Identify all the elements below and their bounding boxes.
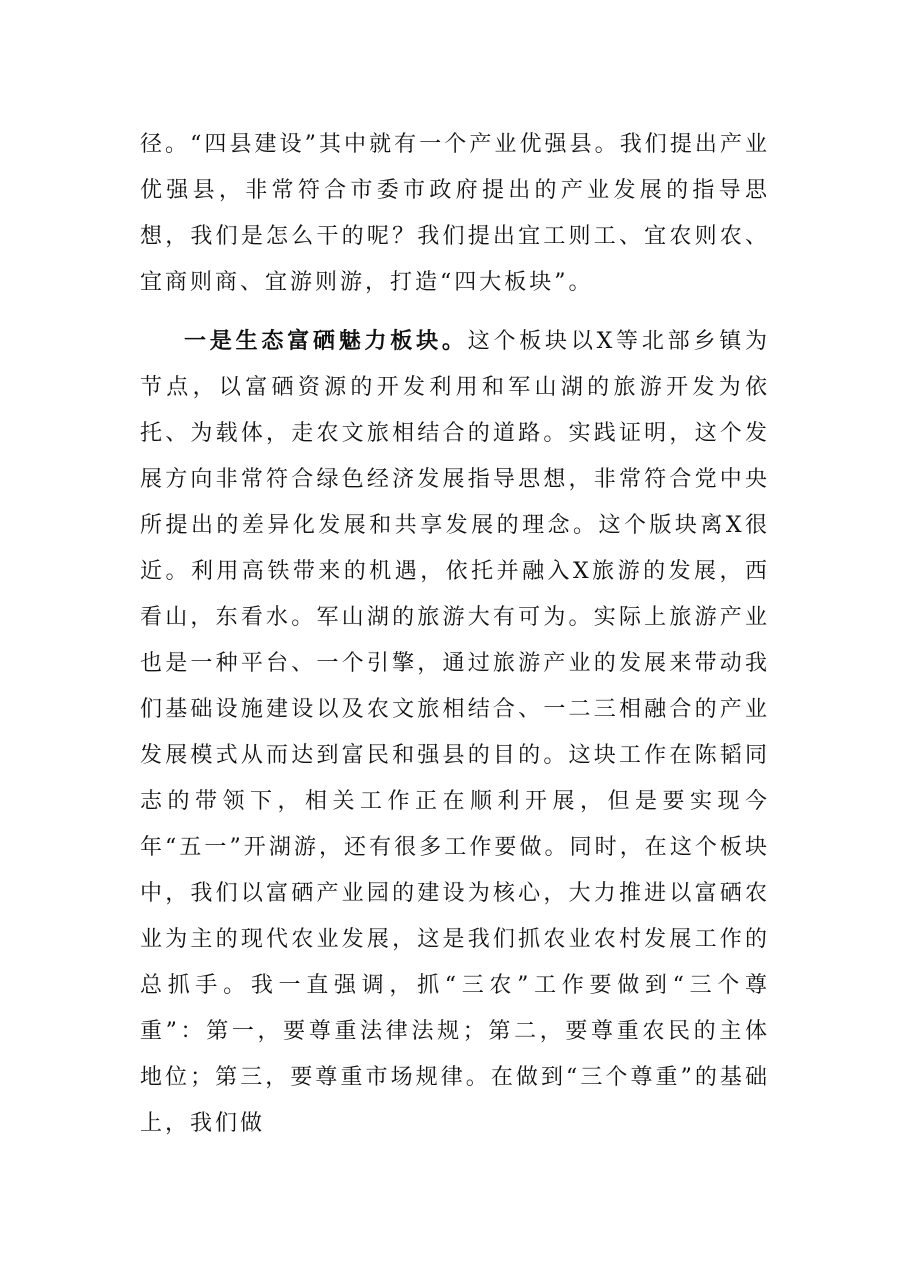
paragraph-1-text: 径。“四县建设”其中就有一个产业优强县。我们提出产业优强县，非常符合市委市政府提出的产业发展的指导思想，我们是怎么干的呢？我们提出宜工则工、宜农则农、宜商则商、宜游则游，打造“四大板块”。 bbox=[140, 132, 770, 295]
document-body bbox=[140, 121, 770, 1147]
paragraph-2 bbox=[140, 318, 770, 1147]
paragraph-1 bbox=[140, 121, 770, 306]
paragraph-2-text: 这个板块以X等北部乡镇为节点，以富硒资源的开发利用和军山湖的旅游开发为依托、为载体，走农文旅相结合的道路。实践证明，这个发展方向非常符合绿色经济发展指导思想，非常符合党中央所提出的差异化发展和共享发展的理念。这个版块离X很近。利用高铁带来的机遇，依托并融入X旅游的发展，西看山，东看水。军山湖的旅游大有可为。实际上旅游产业也是一种平台、一个引擎，通过旅游产业的发展来带动我们基础设施建设以及农文旅相结合、一二三相融合的产业发展模式从而达到富民和强县的目的。这块工作在陈韬同志的带领下，相关工作正在顺利开展，但是要实现今年“五一”开湖游，还有很多工作要做。同时，在这个板块中，我们以富硒产业园的建设为核心，大力推进以富硒农业为主的现代农业发展，这是我们抓农业农村发展工作的总抓手。我一直强调，抓“三农”工作要做到“三个尊重”：第一，要尊重法律法规；第二，要尊重农民的主体地位；第三，要尊重市场规律。在做到“三个尊重”的基础上，我们做 bbox=[140, 329, 770, 1136]
paragraph-2-lead: 一是生态富硒魅力板块。 bbox=[184, 328, 468, 354]
